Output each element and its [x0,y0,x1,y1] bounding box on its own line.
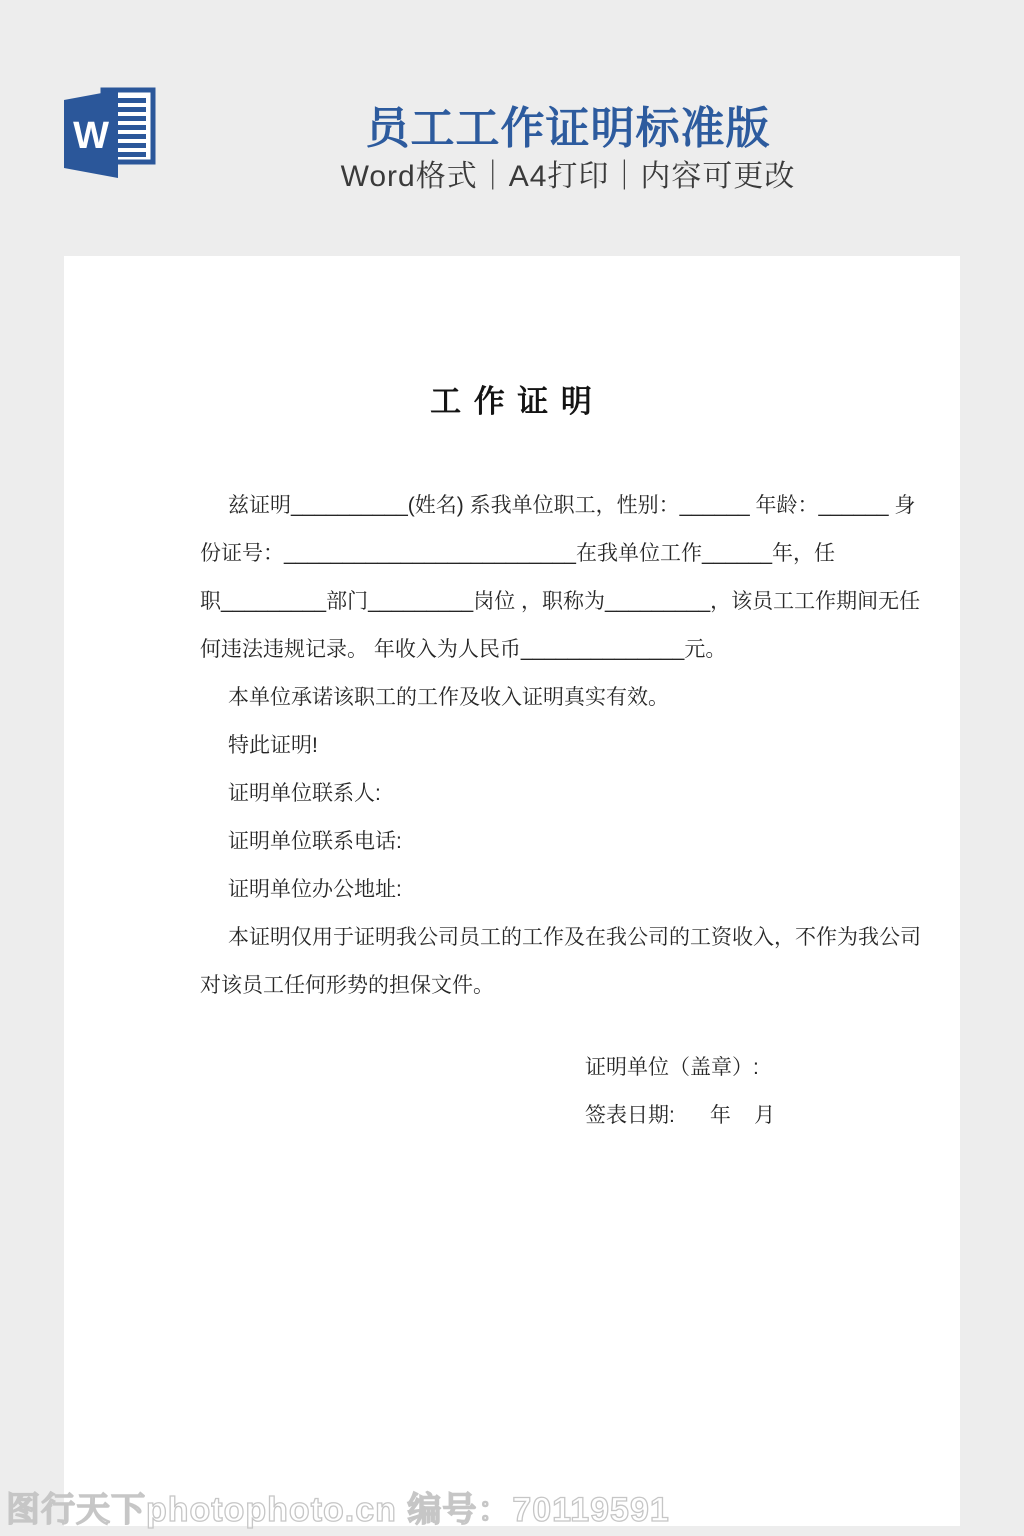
document-page [64,256,960,1526]
doc-line: 份证号：_________________________在我单位工作______年，任 [200,542,836,565]
header [0,0,1024,256]
doc-line: 特此证明! [228,734,318,757]
signature-block [585,1044,775,1140]
svg-text:W: W [73,115,109,157]
doc-line: 对该员工任何形势的担保文件。 [200,974,494,997]
watermark-text: 图行天下photophoto.cn 编号：70119591 [6,1491,670,1529]
doc-line: 证明单位办公地址: [228,878,402,901]
document-heading: 工 作 证 明 [430,384,594,419]
document-body [200,482,921,1010]
doc-line: 证明单位联系电话: [228,830,402,853]
doc-line: 何违法违规记录。 年收入为人民币______________元。 [200,638,727,661]
doc-line: 兹证明__________(姓名) 系我单位职工，性别：______ 年龄：______ 身 [228,494,916,517]
doc-line: 本单位承诺该职工的工作及收入证明真实有效。 [228,686,669,709]
doc-line: 职_________部门_________岗位 ，职称为_________，该员工工作期间无任 [200,590,921,613]
signature-date-line: 签表日期: 年 月 [585,1104,776,1127]
doc-line: 本证明仅用于证明我公司员工的工作及在我公司的工资收入，不作为我公司 [228,926,921,949]
template-title: 员工工作证明标准版 [365,104,771,153]
doc-line: 证明单位联系人: [228,782,381,805]
template-subtitle: Word格式｜A4打印｜内容可更改 [340,160,796,193]
signature-seal-line: 证明单位（盖章）: [585,1056,759,1079]
